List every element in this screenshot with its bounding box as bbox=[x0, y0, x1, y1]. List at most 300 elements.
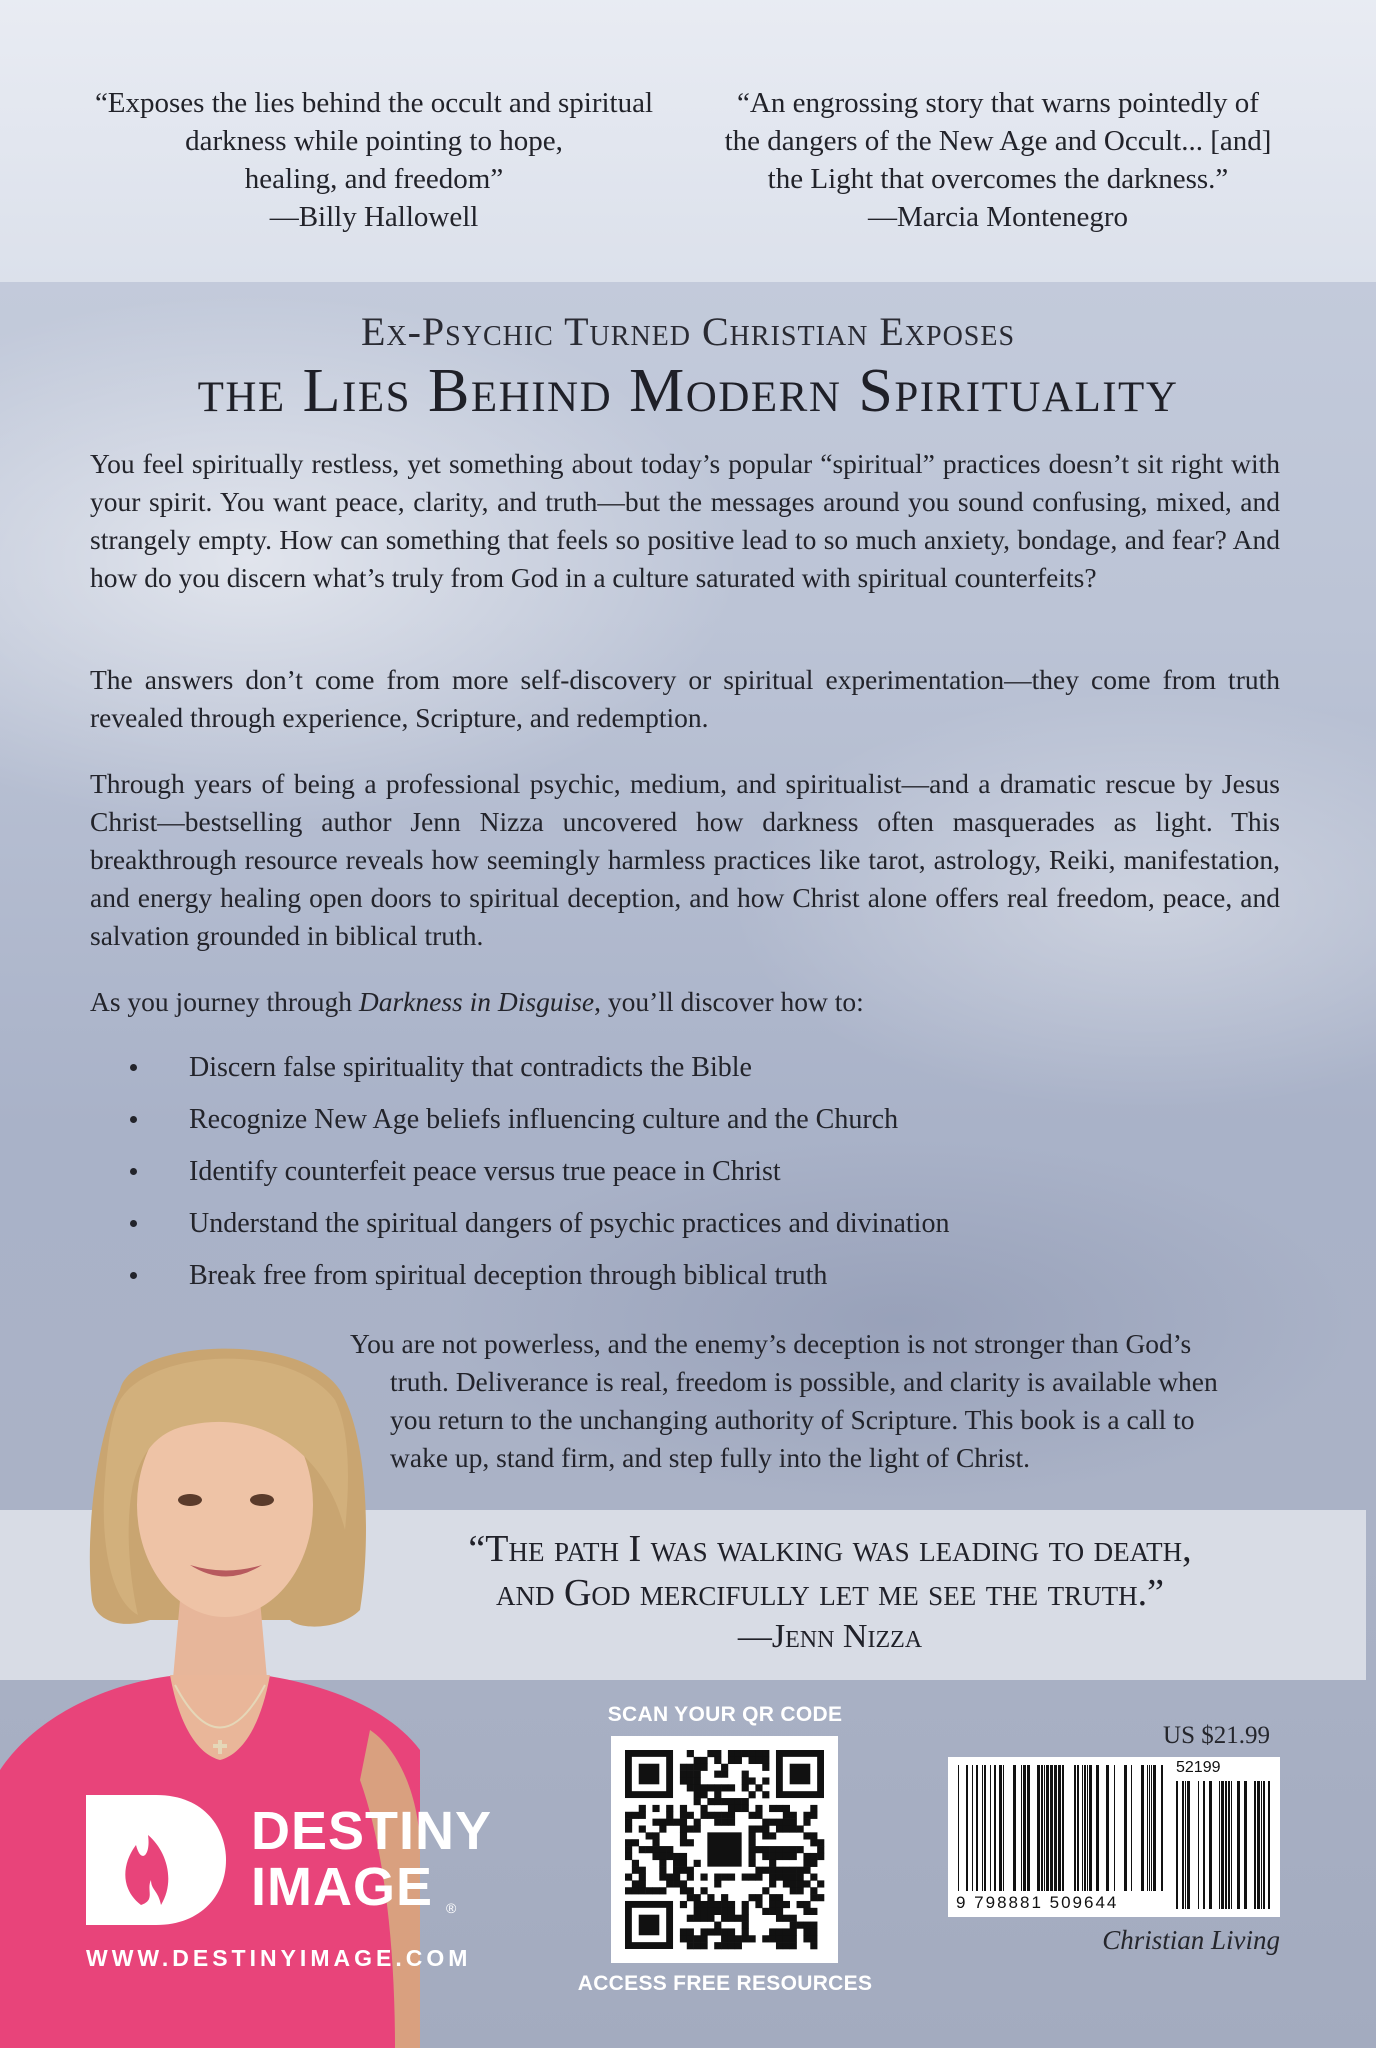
barcode-bar bbox=[1131, 1765, 1132, 1891]
qr-module bbox=[776, 1874, 783, 1881]
qr-module bbox=[762, 1887, 769, 1894]
qr-module bbox=[783, 1935, 790, 1942]
qr-module bbox=[687, 1867, 694, 1874]
qr-module bbox=[776, 1908, 783, 1915]
qr-module bbox=[721, 1764, 728, 1771]
qr-top-label: SCAN YOUR QR CODE bbox=[607, 1703, 843, 1726]
barcode-bar bbox=[1062, 1765, 1064, 1891]
qr-module bbox=[749, 1825, 756, 1832]
barcode-bar bbox=[1087, 1765, 1088, 1891]
qr-module bbox=[769, 1853, 776, 1860]
qr-module bbox=[735, 1757, 742, 1764]
qr-module bbox=[769, 1908, 776, 1915]
list-item bbox=[130, 1198, 1230, 1250]
pull-quote-line: “The path I was walking was leading to death, bbox=[468, 1528, 1192, 1570]
intro-text: As you journey through bbox=[90, 986, 359, 1017]
qr-module bbox=[776, 1805, 783, 1812]
qr-module bbox=[707, 1901, 714, 1908]
qr-module bbox=[687, 1894, 694, 1901]
endorsement-author: —Billy Hallowell bbox=[269, 201, 479, 233]
list-item bbox=[130, 1146, 1230, 1198]
pull-quote-line: and God mercifully let me see the truth.” bbox=[495, 1572, 1165, 1614]
qr-module bbox=[817, 1894, 824, 1901]
qr-module bbox=[700, 1757, 707, 1764]
qr-module bbox=[694, 1908, 701, 1915]
qr-module bbox=[776, 1894, 783, 1901]
endorsement-line: the Light that overcomes the darkness.” bbox=[767, 163, 1229, 195]
qr-module bbox=[817, 1880, 824, 1887]
qr-module bbox=[810, 1874, 817, 1881]
qr-module bbox=[755, 1874, 762, 1881]
qr-module bbox=[797, 1880, 804, 1887]
qr-module bbox=[797, 1887, 804, 1894]
qr-module bbox=[673, 1860, 680, 1867]
qr-module bbox=[700, 1908, 707, 1915]
qr-module bbox=[755, 1894, 762, 1901]
qr-module bbox=[673, 1874, 680, 1881]
list-item-text: Recognize New Age beliefs influencing culture and the Church bbox=[189, 1104, 899, 1135]
qr-module bbox=[646, 1832, 653, 1839]
qr-module bbox=[714, 1928, 721, 1935]
qr-module bbox=[659, 1874, 666, 1881]
qr-module bbox=[783, 1805, 790, 1812]
qr-module bbox=[735, 1750, 742, 1757]
qr-module bbox=[694, 1935, 701, 1942]
qr-module bbox=[810, 1908, 817, 1915]
qr-module bbox=[700, 1784, 707, 1791]
qr-module bbox=[742, 1874, 749, 1881]
qr-module bbox=[762, 1777, 769, 1784]
qr-module bbox=[666, 1812, 673, 1819]
qr-module bbox=[728, 1915, 735, 1922]
qr-module bbox=[742, 1750, 749, 1757]
qr-module bbox=[776, 1825, 783, 1832]
qr-module bbox=[790, 1853, 797, 1860]
qr-module bbox=[680, 1935, 687, 1942]
qr-module bbox=[680, 1819, 687, 1826]
qr-module bbox=[776, 1867, 783, 1874]
qr-module bbox=[680, 1825, 687, 1832]
qr-module bbox=[790, 1812, 797, 1819]
qr-module bbox=[742, 1771, 749, 1778]
qr-module bbox=[666, 1853, 673, 1860]
bullet-icon bbox=[130, 1116, 137, 1123]
qr-module bbox=[659, 1860, 666, 1867]
qr-module bbox=[790, 1819, 797, 1826]
qr-module bbox=[762, 1819, 769, 1826]
book-title: Darkness in Disguise bbox=[358, 986, 595, 1017]
qr-module bbox=[742, 1915, 749, 1922]
qr-module bbox=[790, 1867, 797, 1874]
qr-module bbox=[728, 1812, 735, 1819]
qr-module bbox=[694, 1819, 701, 1826]
qr-module bbox=[721, 1874, 728, 1881]
list-item-text: Understand the spiritual dangers of psychic practices and divination bbox=[189, 1208, 950, 1239]
qr-module bbox=[714, 1880, 721, 1887]
qr-module bbox=[652, 1846, 659, 1853]
qr-module bbox=[742, 1798, 749, 1805]
pull-quote-author: —Jenn Nizza bbox=[737, 1618, 923, 1655]
qr-module bbox=[803, 1812, 810, 1819]
barcode-bar bbox=[1096, 1765, 1099, 1891]
list-item bbox=[130, 1094, 1230, 1146]
qr-module bbox=[694, 1771, 701, 1778]
qr-module bbox=[790, 1928, 797, 1935]
qr-module bbox=[714, 1908, 721, 1915]
qr-module bbox=[742, 1777, 749, 1784]
qr-module bbox=[687, 1928, 694, 1935]
qr-module bbox=[810, 1894, 817, 1901]
qr-module bbox=[755, 1784, 762, 1791]
qr-module bbox=[755, 1757, 762, 1764]
qr-module bbox=[707, 1908, 714, 1915]
qr-module bbox=[769, 1846, 776, 1853]
qr-module bbox=[721, 1928, 728, 1935]
qr-module bbox=[749, 1791, 756, 1798]
body-paragraph-1: You feel spiritually restless, yet something about today’s popular “spiritual” practices doesn’t sit right with your spirit. You want peace, clarity, and truth—but the messages around you sound confusing, mixed, and strangely empty. How can something that feels so positive lead to so much anxiety, bondage, and fear? And how do you discern what’s truly from God in a culture saturated with spiritual counterfeits? bbox=[90, 448, 1280, 593]
endorsement-line: “Exposes the lies behind the occult and spiritual bbox=[94, 87, 654, 119]
qr-module bbox=[762, 1935, 769, 1942]
qr-module bbox=[659, 1846, 666, 1853]
qr-module bbox=[652, 1832, 659, 1839]
qr-module bbox=[762, 1867, 769, 1874]
qr-module bbox=[762, 1757, 769, 1764]
barcode-bar bbox=[990, 1765, 991, 1891]
qr-module bbox=[755, 1750, 762, 1757]
qr-module bbox=[762, 1764, 769, 1771]
qr-module bbox=[790, 1915, 797, 1922]
barcode-addon-bar bbox=[1219, 1781, 1220, 1909]
barcode-bar bbox=[1077, 1765, 1079, 1891]
qr-module bbox=[790, 1825, 797, 1832]
qr-module bbox=[728, 1819, 735, 1826]
qr-module bbox=[810, 1812, 817, 1819]
qr-module bbox=[810, 1839, 817, 1846]
qr-module bbox=[632, 1860, 639, 1867]
barcode-bar bbox=[1082, 1765, 1083, 1891]
qr-module bbox=[652, 1887, 659, 1894]
qr-module bbox=[755, 1867, 762, 1874]
barcode-bar bbox=[999, 1765, 1002, 1891]
qr-module bbox=[700, 1935, 707, 1942]
qr-module bbox=[810, 1935, 817, 1942]
qr-module bbox=[735, 1915, 742, 1922]
book-category: Christian Living bbox=[1102, 1925, 1280, 1955]
qr-module bbox=[652, 1805, 659, 1812]
body-paragraph-4 bbox=[90, 983, 1280, 1021]
qr-module bbox=[776, 1915, 783, 1922]
qr-module bbox=[707, 1798, 714, 1805]
qr-finder bbox=[639, 1915, 660, 1936]
qr-module bbox=[694, 1764, 701, 1771]
qr-module bbox=[810, 1887, 817, 1894]
qr-module bbox=[776, 1846, 783, 1853]
barcode-addon-bar bbox=[1261, 1781, 1262, 1909]
qr-module bbox=[755, 1846, 762, 1853]
qr-module bbox=[790, 1846, 797, 1853]
qr-module bbox=[721, 1819, 728, 1826]
barcode-addon-bar bbox=[1221, 1781, 1224, 1909]
qr-module bbox=[687, 1777, 694, 1784]
qr-module bbox=[810, 1860, 817, 1867]
qr-module bbox=[687, 1812, 694, 1819]
qr-module bbox=[803, 1832, 810, 1839]
qr-module bbox=[625, 1825, 632, 1832]
qr-module bbox=[749, 1846, 756, 1853]
barcode-bar bbox=[1058, 1765, 1061, 1891]
qr-module bbox=[742, 1901, 749, 1908]
list-item-text: Discern false spirituality that contradicts the Bible bbox=[189, 1052, 752, 1083]
barcode-bar bbox=[994, 1765, 996, 1891]
qr-module bbox=[769, 1874, 776, 1881]
qr-module bbox=[673, 1853, 680, 1860]
qr-module bbox=[783, 1819, 790, 1826]
list-item bbox=[130, 1042, 1230, 1094]
qr-module bbox=[659, 1887, 666, 1894]
barcode-addon-bar bbox=[1185, 1781, 1186, 1909]
qr-module bbox=[749, 1832, 756, 1839]
barcode-bar bbox=[1151, 1765, 1152, 1891]
barcode-bar bbox=[1021, 1765, 1022, 1891]
qr-module bbox=[680, 1832, 687, 1839]
qr-module bbox=[707, 1928, 714, 1935]
barcode-bar bbox=[972, 1765, 973, 1891]
qr-module bbox=[783, 1915, 790, 1922]
qr-module bbox=[797, 1922, 804, 1929]
qr-module bbox=[652, 1839, 659, 1846]
qr-module bbox=[721, 1901, 728, 1908]
qr-module bbox=[749, 1757, 756, 1764]
qr-module bbox=[625, 1853, 632, 1860]
qr-module bbox=[680, 1771, 687, 1778]
qr-module bbox=[769, 1901, 776, 1908]
qr-module bbox=[639, 1812, 646, 1819]
qr-module bbox=[762, 1791, 769, 1798]
qr-module bbox=[687, 1764, 694, 1771]
endorsement-line: “An engrossing story that warns pointedly of bbox=[737, 87, 1259, 119]
qr-module bbox=[639, 1874, 646, 1881]
qr-module bbox=[721, 1935, 728, 1942]
qr-bottom-label: ACCESS FREE RESOURCES bbox=[577, 1972, 873, 1995]
qr-module bbox=[707, 1750, 714, 1757]
barcode-bar bbox=[1041, 1765, 1043, 1891]
qr-module bbox=[639, 1887, 646, 1894]
publisher-logo bbox=[86, 1795, 506, 1975]
qr-module bbox=[680, 1860, 687, 1867]
qr-module bbox=[687, 1825, 694, 1832]
qr-code[interactable] bbox=[611, 1736, 838, 1963]
qr-module bbox=[790, 1935, 797, 1942]
qr-module bbox=[762, 1908, 769, 1915]
qr-module bbox=[817, 1853, 824, 1860]
qr-module bbox=[721, 1812, 728, 1819]
barcode-bar bbox=[1089, 1765, 1092, 1891]
qr-module bbox=[687, 1887, 694, 1894]
qr-module bbox=[652, 1819, 659, 1826]
qr-module bbox=[680, 1887, 687, 1894]
qr-module bbox=[810, 1942, 817, 1949]
qr-module bbox=[714, 1819, 721, 1826]
qr-module bbox=[659, 1867, 666, 1874]
qr-module bbox=[742, 1922, 749, 1929]
qr-module bbox=[680, 1764, 687, 1771]
qr-module bbox=[735, 1942, 742, 1949]
qr-module bbox=[803, 1853, 810, 1860]
qr-module bbox=[700, 1805, 707, 1812]
isbn-barcode bbox=[948, 1757, 1280, 1917]
qr-module bbox=[700, 1942, 707, 1949]
qr-module bbox=[687, 1915, 694, 1922]
barcode-addon-bar bbox=[1176, 1781, 1178, 1909]
list-item bbox=[130, 1250, 1230, 1302]
qr-module bbox=[817, 1839, 824, 1846]
qr-module bbox=[673, 1880, 680, 1887]
qr-module bbox=[694, 1791, 701, 1798]
qr-module bbox=[728, 1750, 735, 1757]
qr-module bbox=[742, 1805, 749, 1812]
barcode-addon-bar bbox=[1225, 1781, 1227, 1909]
qr-module bbox=[797, 1825, 804, 1832]
qr-module bbox=[783, 1928, 790, 1935]
qr-module bbox=[680, 1777, 687, 1784]
qr-module bbox=[687, 1935, 694, 1942]
qr-module bbox=[749, 1750, 756, 1757]
closing-paragraph bbox=[350, 1325, 1280, 1477]
qr-module bbox=[803, 1880, 810, 1887]
qr-module bbox=[790, 1942, 797, 1949]
endorsement-author: —Marcia Montenegro bbox=[867, 201, 1129, 233]
qr-module bbox=[639, 1805, 646, 1812]
qr-module bbox=[769, 1867, 776, 1874]
qr-module bbox=[700, 1874, 707, 1881]
qr-module bbox=[721, 1942, 728, 1949]
registered-mark: ® bbox=[446, 1900, 457, 1916]
qr-module bbox=[673, 1867, 680, 1874]
qr-module bbox=[803, 1908, 810, 1915]
qr-module bbox=[783, 1880, 790, 1887]
barcode-addon-bar bbox=[1231, 1781, 1232, 1909]
qr-module bbox=[721, 1908, 728, 1915]
qr-module bbox=[707, 1812, 714, 1819]
qr-module bbox=[797, 1901, 804, 1908]
qr-module bbox=[728, 1784, 735, 1791]
qr-module bbox=[790, 1880, 797, 1887]
qr-module bbox=[728, 1908, 735, 1915]
qr-module bbox=[783, 1874, 790, 1881]
qr-module bbox=[707, 1784, 714, 1791]
endorsement-line: darkness while pointing to hope, bbox=[185, 125, 563, 157]
qr-module bbox=[666, 1819, 673, 1826]
qr-module bbox=[680, 1853, 687, 1860]
qr-module bbox=[769, 1894, 776, 1901]
qr-module bbox=[728, 1874, 735, 1881]
qr-module bbox=[625, 1839, 632, 1846]
qr-module bbox=[687, 1784, 694, 1791]
qr-module bbox=[735, 1805, 742, 1812]
qr-module bbox=[728, 1805, 735, 1812]
body-paragraph-3: Through years of being a professional psychic, medium, and spiritualist—and a dramatic rescue by Jesus Christ—bestselling author Jenn Nizza uncovered how darkness often masquerades as light. This breakthrough resource reveals how seemingly harmless practices like tarot, astrology, Reiki, manifestation, and energy healing open doors to spiritual deception, and how Christ alone offers real freedom, peace, and salvation grounded in biblical truth. bbox=[90, 768, 1280, 951]
barcode-addon-bar bbox=[1257, 1781, 1260, 1909]
barcode-bar bbox=[1106, 1765, 1109, 1891]
qr-module bbox=[797, 1867, 804, 1874]
pull-quote bbox=[380, 1527, 1280, 1659]
qr-module bbox=[728, 1928, 735, 1935]
qr-module bbox=[694, 1901, 701, 1908]
headline-title: the Lies Behind Modern Spirituality bbox=[197, 357, 1179, 425]
qr-module bbox=[776, 1935, 783, 1942]
barcode-addon-bar bbox=[1254, 1781, 1256, 1909]
qr-module bbox=[749, 1935, 756, 1942]
closing-line: wake up, stand firm, and step fully into the light of Christ. bbox=[390, 1442, 1031, 1473]
price: US $21.99 bbox=[1163, 1722, 1270, 1749]
qr-module bbox=[700, 1901, 707, 1908]
qr-module bbox=[694, 1777, 701, 1784]
qr-module bbox=[810, 1922, 817, 1929]
qr-module bbox=[810, 1805, 817, 1812]
qr-module bbox=[680, 1812, 687, 1819]
qr-module bbox=[803, 1819, 810, 1826]
qr-module bbox=[694, 1860, 701, 1867]
qr-module bbox=[783, 1942, 790, 1949]
qr-module bbox=[776, 1901, 783, 1908]
barcode-bar bbox=[1153, 1765, 1156, 1891]
qr-module bbox=[776, 1853, 783, 1860]
barcode-addon-bar bbox=[1244, 1781, 1247, 1909]
qr-module bbox=[728, 1757, 735, 1764]
barcode-addon-bar bbox=[1268, 1781, 1270, 1909]
qr-module bbox=[639, 1825, 646, 1832]
qr-module bbox=[714, 1791, 721, 1798]
qr-module bbox=[694, 1798, 701, 1805]
endorsement-line: healing, and freedom” bbox=[244, 163, 504, 195]
qr-module bbox=[783, 1901, 790, 1908]
qr-module bbox=[803, 1901, 810, 1908]
qr-module bbox=[707, 1915, 714, 1922]
qr-module bbox=[728, 1901, 735, 1908]
qr-module bbox=[742, 1935, 749, 1942]
barcode-bar bbox=[1044, 1765, 1045, 1891]
qr-module bbox=[714, 1750, 721, 1757]
qr-module bbox=[721, 1894, 728, 1901]
qr-module bbox=[803, 1922, 810, 1929]
qr-module bbox=[687, 1874, 694, 1881]
qr-module bbox=[646, 1887, 653, 1894]
qr-module bbox=[680, 1928, 687, 1935]
qr-module bbox=[742, 1908, 749, 1915]
qr-module bbox=[687, 1942, 694, 1949]
barcode-addon-number: 52199 bbox=[1176, 1759, 1221, 1776]
qr-module bbox=[694, 1942, 701, 1949]
qr-module bbox=[783, 1825, 790, 1832]
qr-module bbox=[721, 1798, 728, 1805]
qr-module bbox=[646, 1846, 653, 1853]
qr-module bbox=[728, 1798, 735, 1805]
qr-module bbox=[755, 1825, 762, 1832]
qr-module bbox=[687, 1771, 694, 1778]
qr-module bbox=[790, 1874, 797, 1881]
barcode-bar bbox=[1050, 1765, 1053, 1891]
qr-module bbox=[680, 1805, 687, 1812]
qr-module bbox=[810, 1928, 817, 1935]
barcode-addon-bar bbox=[1203, 1781, 1205, 1909]
qr-module bbox=[700, 1812, 707, 1819]
closing-line: you return to the unchanging authority of Scripture. This book is a call to bbox=[390, 1404, 1195, 1435]
qr-module bbox=[803, 1928, 810, 1935]
qr-module bbox=[694, 1894, 701, 1901]
qr-module bbox=[721, 1771, 728, 1778]
qr-module bbox=[776, 1819, 783, 1826]
qr-module bbox=[694, 1825, 701, 1832]
